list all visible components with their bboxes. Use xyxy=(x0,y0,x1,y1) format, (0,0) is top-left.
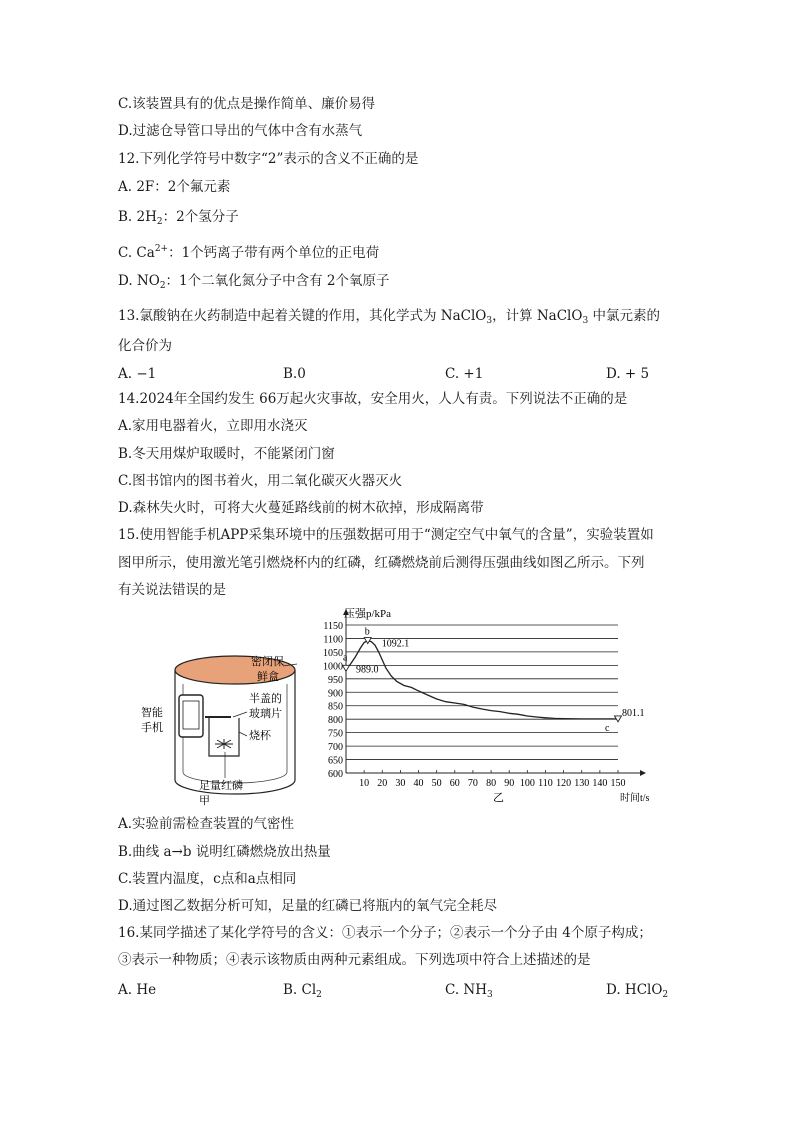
x-tick-label: 10 xyxy=(359,778,370,789)
point-b-value: 1092.1 xyxy=(381,638,410,650)
q12a-symbol: A. 2F： xyxy=(118,179,168,195)
q16c-symbol: C. NH xyxy=(445,982,488,998)
q13-sub2: 3 xyxy=(582,316,589,326)
q15-option-b: B.曲线 a→b 说明红磷燃烧放出热量 xyxy=(118,844,331,860)
q13-stem-part2: ，计算 NaClO xyxy=(492,308,583,324)
point-a-marker xyxy=(343,665,350,671)
q12-stem: 12.下列化学符号中数字“2”表示的含义不正确的是 xyxy=(118,151,419,167)
q16-option-a: A. He xyxy=(118,982,157,998)
point-c-value: 801.1 xyxy=(622,707,645,719)
q12d-symbol: D. NO xyxy=(118,273,160,289)
q13-stem xyxy=(118,306,660,331)
y-tick-label: 1100 xyxy=(323,634,343,646)
figure-a-caption: 甲 xyxy=(199,795,210,807)
q16d-sub: 2 xyxy=(662,990,669,1000)
label-phosphorus: 足量红磷 xyxy=(199,780,243,792)
q12c-text: ：1个钙离子带有两个单位的正电荷 xyxy=(168,245,380,261)
y-axis-label: 压强p/kPa xyxy=(344,608,392,620)
point-a-value: 989.0 xyxy=(356,664,379,676)
q12b-text: ：2个氢分子 xyxy=(162,209,239,225)
q15-option-c: C.装置内温度，c点和a点相同 xyxy=(118,871,297,887)
q16-option-d xyxy=(606,980,668,1005)
q13-stem-line2: 化合价为 xyxy=(118,338,172,354)
q16d-symbol: D. HClO xyxy=(606,982,663,998)
q12-option-a xyxy=(118,177,230,197)
q12d-sub: 2 xyxy=(159,281,166,291)
q14-option-b: B.冬天用煤炉取暖时，不能紧闭门窗 xyxy=(118,446,335,462)
x-tick-label: 110 xyxy=(538,778,553,789)
x-tick-label: 150 xyxy=(610,778,626,789)
y-tick-label: 850 xyxy=(328,701,343,713)
label-glass: 半盖的 xyxy=(249,693,282,705)
x-tick-label: 20 xyxy=(377,778,388,789)
q13-sub1: 3 xyxy=(486,316,493,326)
q13-option-a: A. −1 xyxy=(118,366,157,382)
x-tick-label: 140 xyxy=(592,778,608,789)
y-tick-label: 1050 xyxy=(323,647,343,659)
x-tick-label: 130 xyxy=(574,778,590,789)
q14-option-a: A.家用电器着火，立即用水浇灭 xyxy=(118,418,308,434)
x-tick-label: 40 xyxy=(413,778,424,789)
x-tick-label: 120 xyxy=(556,778,572,789)
point-c-label: c xyxy=(605,722,610,734)
q16-stem-line2: ③表示一种物质；④表示该物质由两种元素组成。下列选项中符合上述描述的是 xyxy=(118,952,591,968)
point-b-marker xyxy=(364,638,371,644)
x-tick-label: 100 xyxy=(519,778,535,789)
y-tick-label: 950 xyxy=(328,674,343,686)
label-phone: 智能 xyxy=(141,707,163,719)
y-tick-label: 600 xyxy=(328,769,343,780)
q16b-symbol: B. Cl xyxy=(283,982,317,998)
pressure-curve xyxy=(346,638,618,719)
y-tick-label: 650 xyxy=(328,755,343,767)
q11-option-d: D.过滤仓导管口导出的气体中含有水蒸气 xyxy=(118,123,363,139)
q16-option-b xyxy=(283,980,322,1005)
q12-option-c xyxy=(118,239,379,263)
x-axis-label: 时间t/s xyxy=(620,793,650,803)
label-box-2: 鲜盒 xyxy=(257,671,279,683)
y-tick-label: 750 xyxy=(328,728,343,740)
y-tick-label: 1000 xyxy=(323,661,343,673)
q12c-symbol: C. Ca xyxy=(118,245,155,261)
q12-option-d xyxy=(118,271,390,296)
q15-option-d: D.通过图乙数据分析可知，足量的红磷已将瓶内的氧气完全耗尽 xyxy=(118,898,498,914)
beaker-icon xyxy=(209,718,239,756)
label-beaker: 烧杯 xyxy=(249,730,271,742)
q16b-sub: 2 xyxy=(316,990,322,1000)
x-tick-label: 30 xyxy=(395,778,406,789)
y-tick-label: 900 xyxy=(328,688,343,700)
q12b-sub: 2 xyxy=(156,217,163,227)
q12b-symbol: B. 2H xyxy=(118,209,157,225)
q15-stem-line1: 15.使用智能手机APP采集环境中的压强数据可用于“测定空气中氧气的含量”，实验装置如 xyxy=(118,527,654,543)
q13-option-c: C. +1 xyxy=(445,366,484,382)
q15-stem-line2: 图甲所示，使用激光笔引燃烧杯内的红磷，红磷燃烧前后测得压强曲线如图乙所示。下列 xyxy=(118,555,645,571)
x-tick-label: 70 xyxy=(467,778,478,789)
y-tick-label: 700 xyxy=(328,742,343,754)
point-b-label: b xyxy=(364,626,370,638)
q15-stem-line3: 有关说法错误的是 xyxy=(118,582,226,598)
phosphorus-icon xyxy=(215,739,233,749)
q15-option-a: A.实验前需检查装置的气密性 xyxy=(118,816,295,832)
q16-stem-line1: 16.某同学描述了某化学符号的含义：①表示一个分子；②表示一个分子由 4个原子构成； xyxy=(118,925,652,941)
q12a-text: 2个氟元素 xyxy=(167,179,231,195)
q13-stem-part3: 中氯元素的 xyxy=(588,308,660,324)
chart-caption: 乙 xyxy=(493,792,504,803)
q12-option-b xyxy=(118,207,239,232)
x-tick-label: 60 xyxy=(449,778,460,789)
label-box: 密闭保 xyxy=(251,656,284,668)
x-tick-label: 90 xyxy=(504,778,515,789)
q14-option-c: C.图书馆内的图书着火，用二氧化碳灭火器灭火 xyxy=(118,473,403,489)
q14-option-d: D.森林失火时，可将大火蔓延路线前的树木砍掉，形成隔离带 xyxy=(118,500,484,516)
q16-option-c xyxy=(445,980,493,1005)
q14-stem: 14.2024年全国约发生 66万起火灾事故，安全用火，人人有责。下列说法不正确的是 xyxy=(118,391,628,407)
label-glass-2: 玻璃片 xyxy=(249,708,282,720)
q12d-text: ：1个二氧化氮分子中含有 2个氧原子 xyxy=(165,273,390,289)
x-tick-label: 80 xyxy=(486,778,497,789)
point-a-label: a xyxy=(343,652,348,664)
q13-option-d: D. + 5 xyxy=(606,366,650,382)
q13-stem-part1: 13.氯酸钠在火药制造中起着关键的作用，其化学式为 NaClO xyxy=(118,308,487,324)
y-tick-label: 800 xyxy=(328,715,343,727)
q13-option-b: B.0 xyxy=(283,366,306,382)
apparatus-figure xyxy=(135,640,335,810)
label-phone-2: 手机 xyxy=(141,722,163,734)
y-tick-label: 1150 xyxy=(323,621,343,632)
q11-option-c: C.该装置具有的优点是操作简单、廉价易得 xyxy=(118,96,376,112)
x-axis-arrow xyxy=(640,770,646,776)
q16c-sub: 3 xyxy=(487,990,493,1000)
x-tick-label: 50 xyxy=(431,778,442,789)
pressure-chart xyxy=(318,603,678,803)
q12c-sup: 2+ xyxy=(154,244,169,254)
